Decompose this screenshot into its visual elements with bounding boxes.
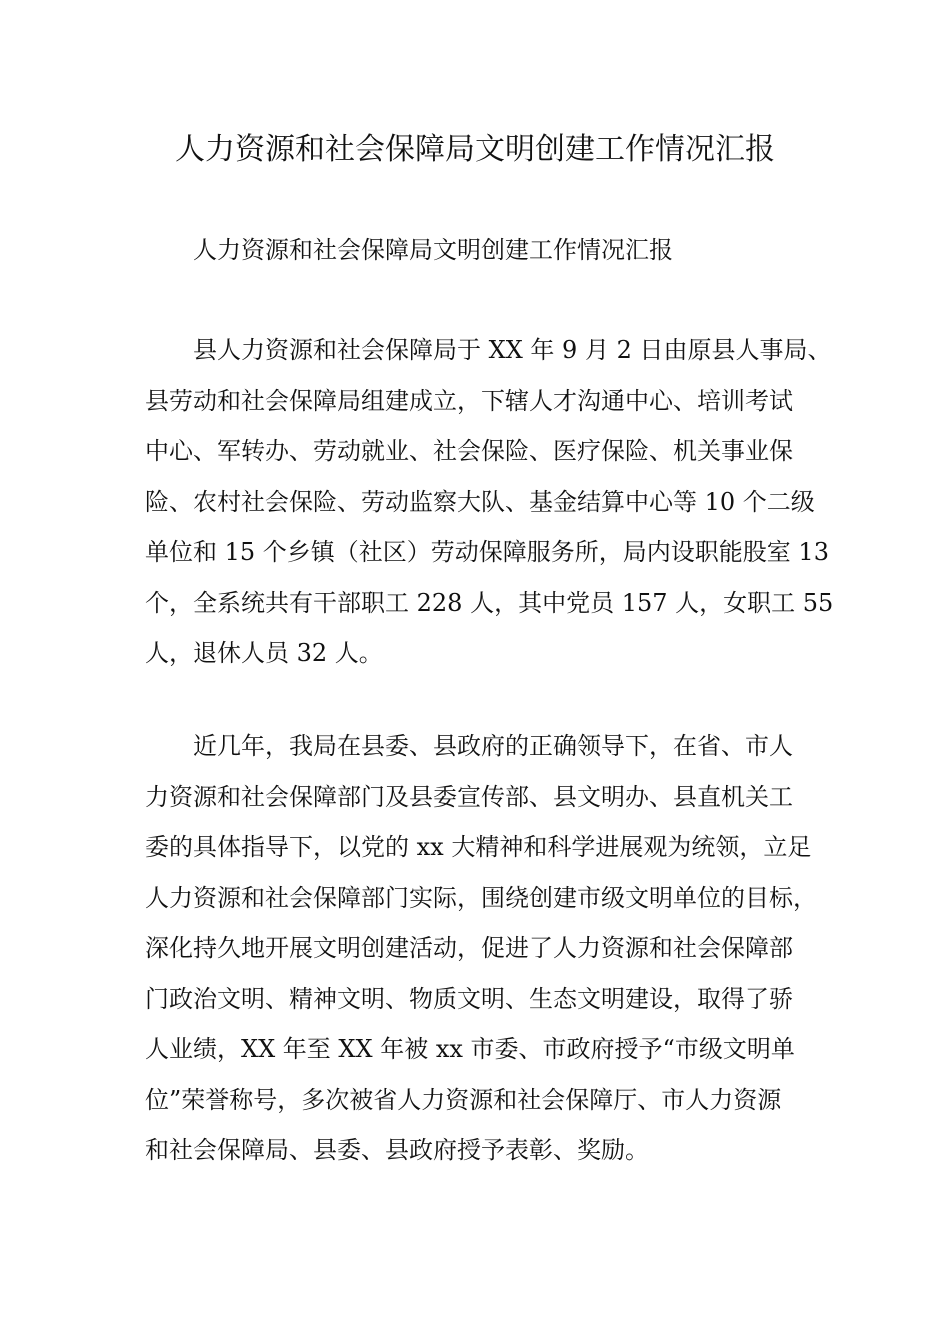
paragraph-line: 近几年，我局在县委、县政府的正确领导下，在省、市人 bbox=[193, 732, 793, 760]
paragraph-line: 中心、军转办、劳动就业、社会保险、医疗保险、机关事业保 bbox=[145, 437, 793, 465]
paragraph-line: 个，全系统共有干部职工 228 人，其中党员 157 人，女职工 55 bbox=[145, 588, 834, 617]
paragraph-line bbox=[145, 1176, 825, 1227]
paragraph-line: 门政治文明、精神文明、物质文明、生态文明建设，取得了骄 bbox=[145, 984, 793, 1013]
document-subtitle: 人力资源和社会保障局文明创建工作情况汇报 bbox=[193, 236, 673, 264]
paragraph-line: 和社会保障局、县委、县政府授予表彰、奖励。 bbox=[145, 1136, 649, 1164]
paragraph-line: 人业绩，XX 年至 XX 年被 xx 市委、市政府授予“市级文明单 bbox=[145, 1035, 795, 1063]
paragraph-1 bbox=[145, 325, 834, 679]
paragraph-line: 深化持久地开展文明创建活动，促进了人力资源和社会保障部 bbox=[145, 934, 793, 962]
document-title: 人力资源和社会保障局文明创建工作情况汇报 bbox=[175, 132, 775, 167]
paragraph-line: 人，退休人员 32 人。 bbox=[145, 639, 383, 667]
paragraph-line: 委的具体指导下，以党的 xx 大精神和科学进展观为统领，立足 bbox=[145, 833, 812, 861]
paragraph-line: 险、农村社会保险、劳动监察大队、基金结算中心等 10 个二级 bbox=[145, 487, 815, 516]
paragraph-line: 单位和 15 个乡镇（社区）劳动保障服务所，局内设职能股室 13 bbox=[145, 538, 829, 566]
paragraph-line: 县人力资源和社会保障局于 XX 年 9 月 2 日由原县人事局、 bbox=[193, 336, 832, 364]
paragraph-2 bbox=[145, 721, 825, 1226]
paragraph-line: 力资源和社会保障部门及县委宣传部、县文明办、县直机关工 bbox=[145, 782, 793, 811]
paragraph-line: 位”荣誉称号，多次被省人力资源和社会保障厅、市人力资源 bbox=[145, 1085, 782, 1114]
paragraph-line: 县劳动和社会保障局组建成立，下辖人才沟通中心、培训考试 bbox=[145, 386, 793, 415]
paragraph-line: 人力资源和社会保障部门实际，围绕创建市级文明单位的目标， bbox=[145, 883, 817, 912]
